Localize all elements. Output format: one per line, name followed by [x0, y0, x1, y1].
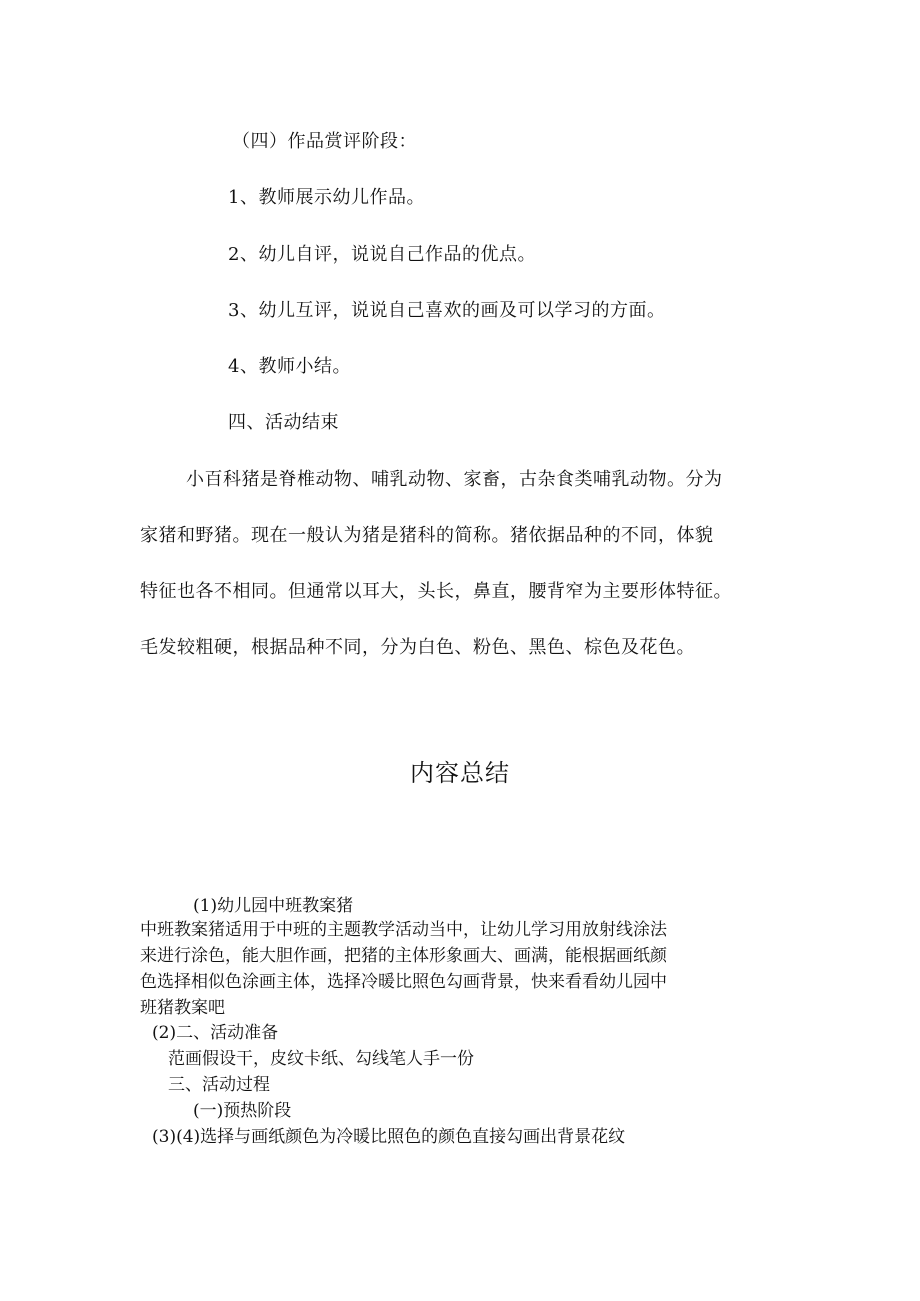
summary-line: (一)预热阶段	[193, 1101, 292, 1121]
summary-line: 三、活动过程	[168, 1075, 270, 1095]
list-item: 2、幼儿自评，说说自己作品的优点。	[228, 244, 536, 265]
summary-title: 内容总结	[410, 759, 510, 787]
list-item: 3、幼儿互评，说说自己喜欢的画及可以学习的方面。	[228, 300, 666, 321]
section-heading: 四、活动结束	[228, 412, 339, 433]
paragraph-line: 家猪和野猪。现在一般认为猪是猪科的简称。猪依据品种的不同，体貌	[140, 525, 714, 546]
summary-line: 中班教案猪适用于中班的主题教学活动当中，让幼儿学习用放射线涂法	[140, 920, 667, 940]
stage-heading: （四）作品赏评阶段：	[232, 131, 417, 152]
paragraph-line: 毛发较粗硬，根据品种不同，分为白色、粉色、黑色、棕色及花色。	[140, 637, 695, 658]
summary-line: (3)(4)选择与画纸颜色为冷暖比照色的颜色直接勾画出背景花纹	[152, 1127, 626, 1147]
summary-line: (1)幼儿园中班教案猪	[193, 896, 354, 916]
summary-line: 范画假设干，皮纹卡纸、勾线笔人手一份	[168, 1049, 474, 1069]
list-item: 4、教师小结。	[228, 356, 351, 377]
summary-line: 班猪教案吧	[140, 998, 225, 1018]
summary-line: 来进行涂色，能大胆作画，把猪的主体形象画大、画满，能根据画纸颜	[140, 946, 667, 966]
summary-line: 色选择相似色涂画主体，选择冷暖比照色勾画背景，快来看看幼儿园中	[140, 972, 667, 992]
summary-line: (2)二、活动准备	[152, 1023, 279, 1043]
paragraph-line: 特征也各不相同。但通常以耳大，头长，鼻直，腰背窄为主要形体特征。	[140, 581, 732, 602]
paragraph-line: 小百科猪是脊椎动物、哺乳动物、家畜，古杂食类哺乳动物。分为	[186, 469, 723, 490]
list-item: 1、教师展示幼儿作品。	[228, 187, 425, 208]
